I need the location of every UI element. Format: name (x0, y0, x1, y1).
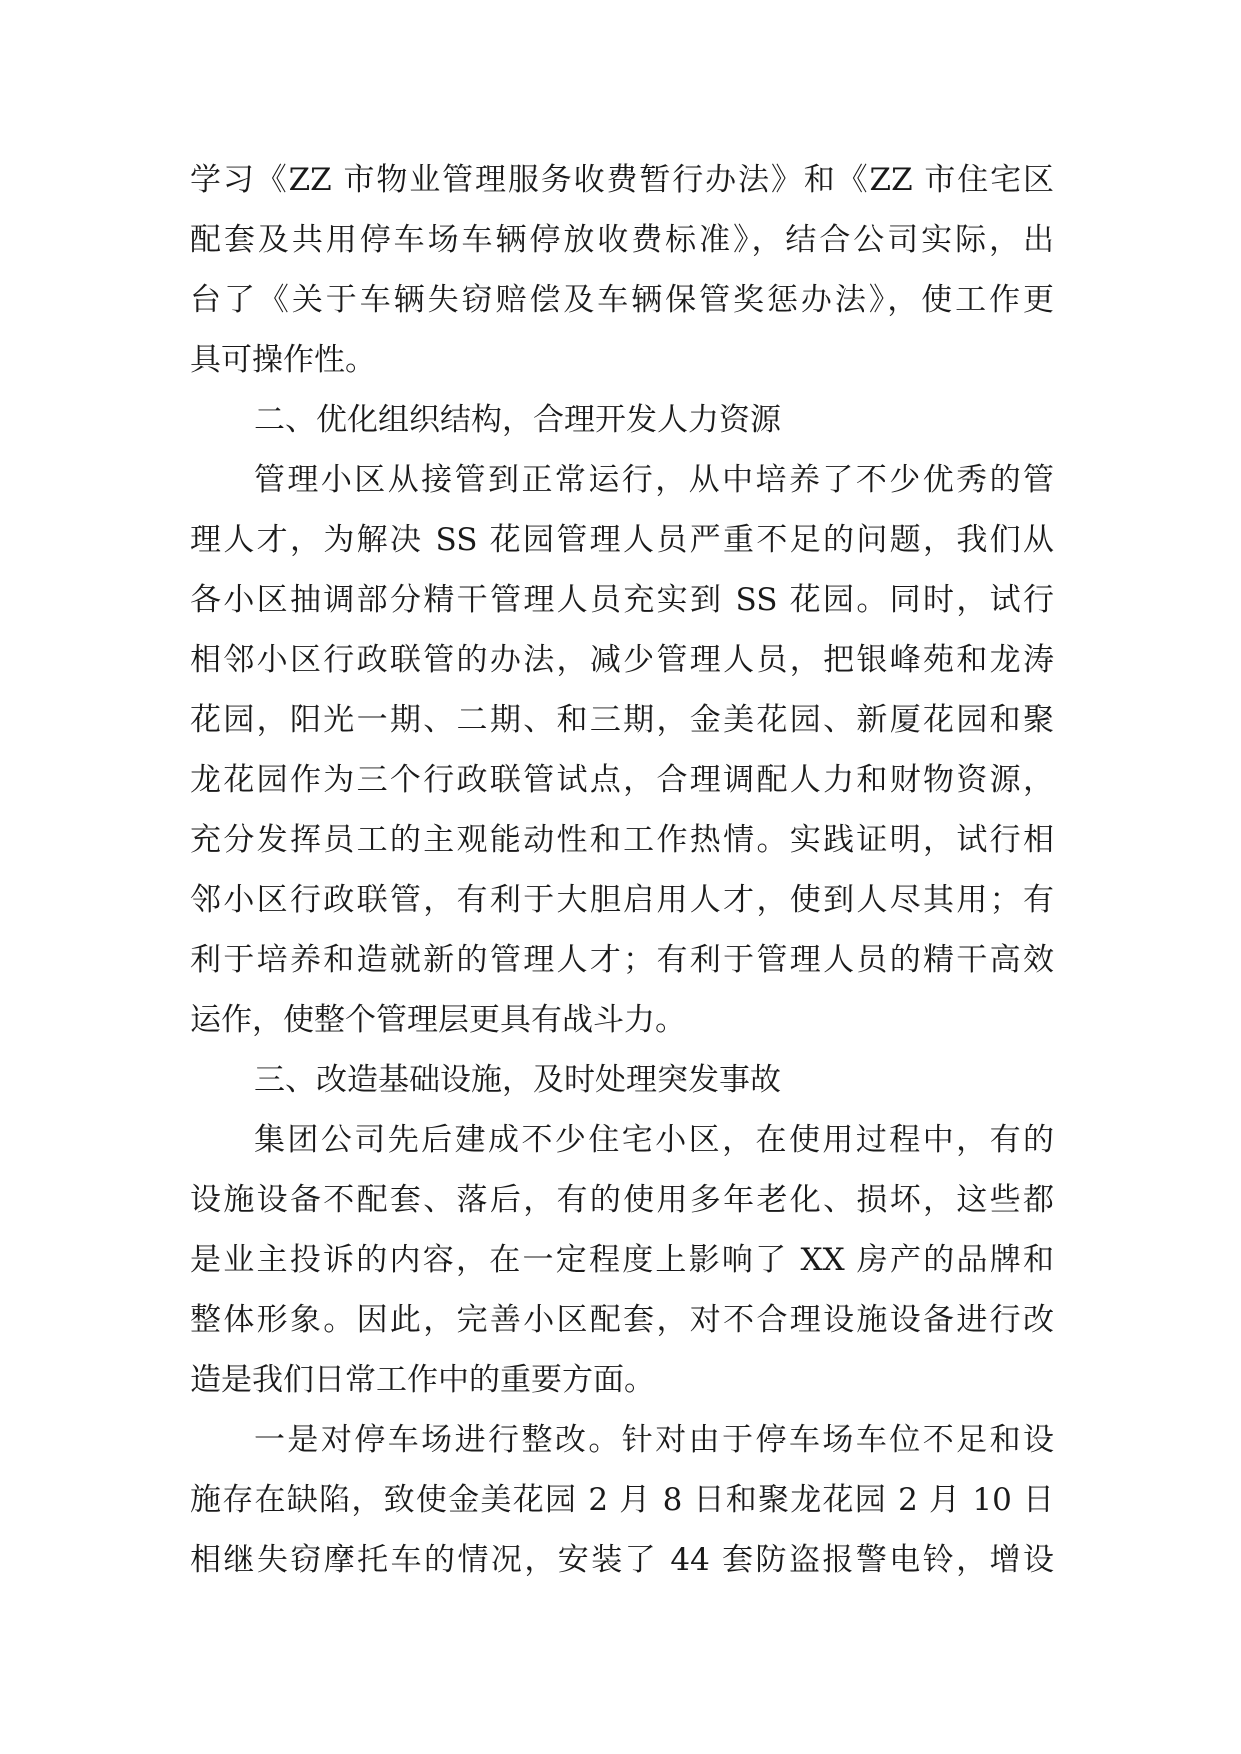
section-heading: 二、优化组织结构，合理开发人力资源 (254, 402, 781, 438)
text-line: 相邻小区行政联管的办法，减少管理人员，把银峰苑和龙涛 (190, 642, 1054, 678)
text-line: 利于培养和造就新的管理人才；有利于管理人员的精干高效 (190, 942, 1054, 978)
section-heading: 三、改造基础设施，及时处理突发事故 (254, 1062, 781, 1098)
text-line: 整体形象。因此，完善小区配套，对不合理设施设备进行改 (190, 1302, 1054, 1338)
text-line: 龙花园作为三个行政联管试点，合理调配人力和财物资源， (190, 762, 1054, 798)
text-line: 理人才，为解决 SS 花园管理人员严重不足的问题，我们从 (190, 522, 1054, 558)
document-body (190, 150, 1054, 1590)
text-line: 学习《ZZ 市物业管理服务收费暂行办法》和《ZZ 市住宅区 (190, 162, 1054, 198)
text-line: 各小区抽调部分精干管理人员充实到 SS 花园。同时，试行 (190, 582, 1054, 618)
text-line: 运作，使整个管理层更具有战斗力。 (190, 1002, 686, 1038)
text-line: 台了《关于车辆失窃赔偿及车辆保管奖惩办法》，使工作更 (190, 282, 1054, 318)
text-line: 一是对停车场进行整改。针对由于停车场车位不足和设 (254, 1422, 1054, 1458)
text-line: 具可操作性。 (190, 342, 376, 378)
text-line: 集团公司先后建成不少住宅小区，在使用过程中，有的 (254, 1122, 1054, 1158)
text-line: 配套及共用停车场车辆停放收费标准》，结合公司实际，出 (190, 222, 1054, 258)
text-line: 设施设备不配套、落后，有的使用多年老化、损坏，这些都 (190, 1182, 1054, 1218)
text-line: 充分发挥员工的主观能动性和工作热情。实践证明，试行相 (190, 822, 1054, 858)
text-line: 是业主投诉的内容，在一定程度上影响了 XX 房产的品牌和 (190, 1242, 1054, 1278)
text-line: 管理小区从接管到正常运行，从中培养了不少优秀的管 (254, 462, 1054, 498)
text-line: 花园，阳光一期、二期、和三期，金美花园、新厦花园和聚 (190, 702, 1054, 738)
text-line: 造是我们日常工作中的重要方面。 (190, 1362, 655, 1398)
text-line: 施存在缺陷，致使金美花园 2 月 8 日和聚龙花园 2 月 10 日 (190, 1482, 1054, 1518)
text-line: 邻小区行政联管，有利于大胆启用人才，使到人尽其用；有 (190, 882, 1054, 918)
text-line: 相继失窃摩托车的情况，安装了 44 套防盗报警电铃，增设 (190, 1542, 1054, 1578)
